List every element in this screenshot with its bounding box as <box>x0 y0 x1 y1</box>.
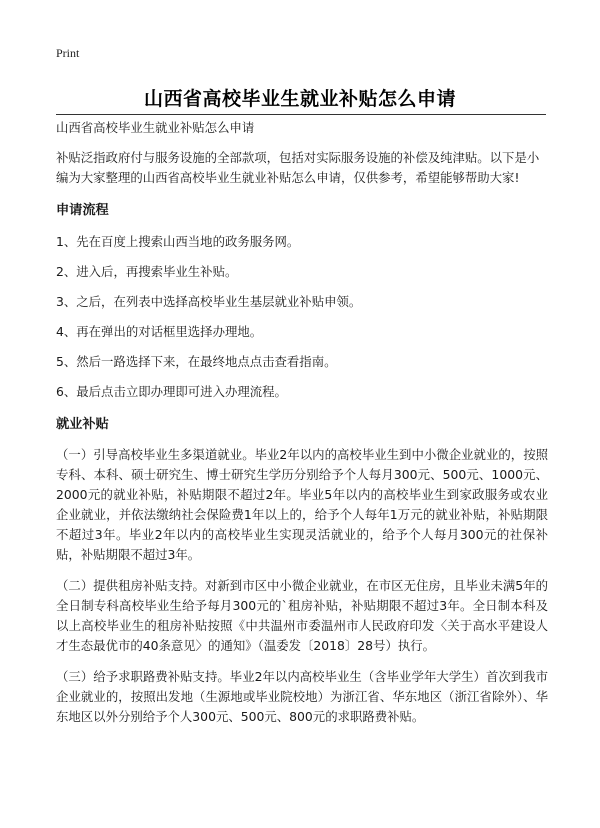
process-step: 2、进入后，再搜索毕业生补贴。 <box>56 264 238 279</box>
subsidy-paragraph: （二）提供租房补贴支持。对新到市区中小微企业就业，在市区无住房，且毕业未满5年的全日制专科高校毕业生给予每月300元的`租房补贴，补贴期限不超过3年。全日制本科及以上高校毕业生的租房补贴按照《中共温州市委温州市人民政府印发〈关于高水平建设人才生态最优市的40条意见〉的通知》（温委发〔2018〕28号）执行。 <box>56 578 548 653</box>
process-step: 6、最后点击立即办理即可进入办理流程。 <box>56 384 287 399</box>
title-divider <box>56 114 546 115</box>
process-step: 3、之后，在列表中选择高校毕业生基层就业补贴申领。 <box>56 294 362 309</box>
process-step: 4、再在弹出的对话框里选择办理地。 <box>56 324 263 339</box>
article-body <box>56 118 548 727</box>
process-step: 1、先在百度上搜索山西当地的政务服务网。 <box>56 234 300 249</box>
section-heading-subsidy: 就业补贴 <box>56 417 109 432</box>
subsidy-paragraph: （三）给予求职路费补贴支持。毕业2年以内高校毕业生（含毕业学年大学生）首次到我市企业就业的，按照出发地（生源地或毕业院校地）为浙江省、华东地区（浙江省除外）、华东地区以外分别给予个人300元、500元、800元的求职路费补贴。 <box>56 669 548 724</box>
intro-paragraph: 补贴泛指政府付与服务设施的全部款项，包括对实际服务设施的补偿及纯津贴。以下是小编为大家整理的山西省高校毕业生就业补贴怎么申请，仅供参考，希望能够帮助大家! <box>56 150 540 185</box>
process-step: 5、然后一路选择下来，在最终地点点击查看指南。 <box>56 354 337 369</box>
section-heading-process: 申请流程 <box>56 203 109 218</box>
page-title: 山西省高校毕业生就业补贴怎么申请 <box>143 88 456 110</box>
subsidy-paragraph: （一）引导高校毕业生多渠道就业。毕业2年以内的高校毕业生到中小微企业就业的，按照专科、本科、硕士研究生、博士研究生学历分别给予个人每月300元、500元、1000元、2000元的就业补贴，补贴期限不超过2年。毕业5年以内的高校毕业生到家政服务或农业企业就业，并依法缴纳社会保险费1年以上的，给予个人每年1万元的就业补贴，补贴期限不超过3年。毕业2年以内的高校毕业生实现灵活就业的，给予个人每月300元的社保补贴，补贴期限不超过3年。 <box>56 447 548 562</box>
article-subtitle: 山西省高校毕业生就业补贴怎么申请 <box>56 120 255 135</box>
print-label[interactable]: Print <box>56 46 80 60</box>
